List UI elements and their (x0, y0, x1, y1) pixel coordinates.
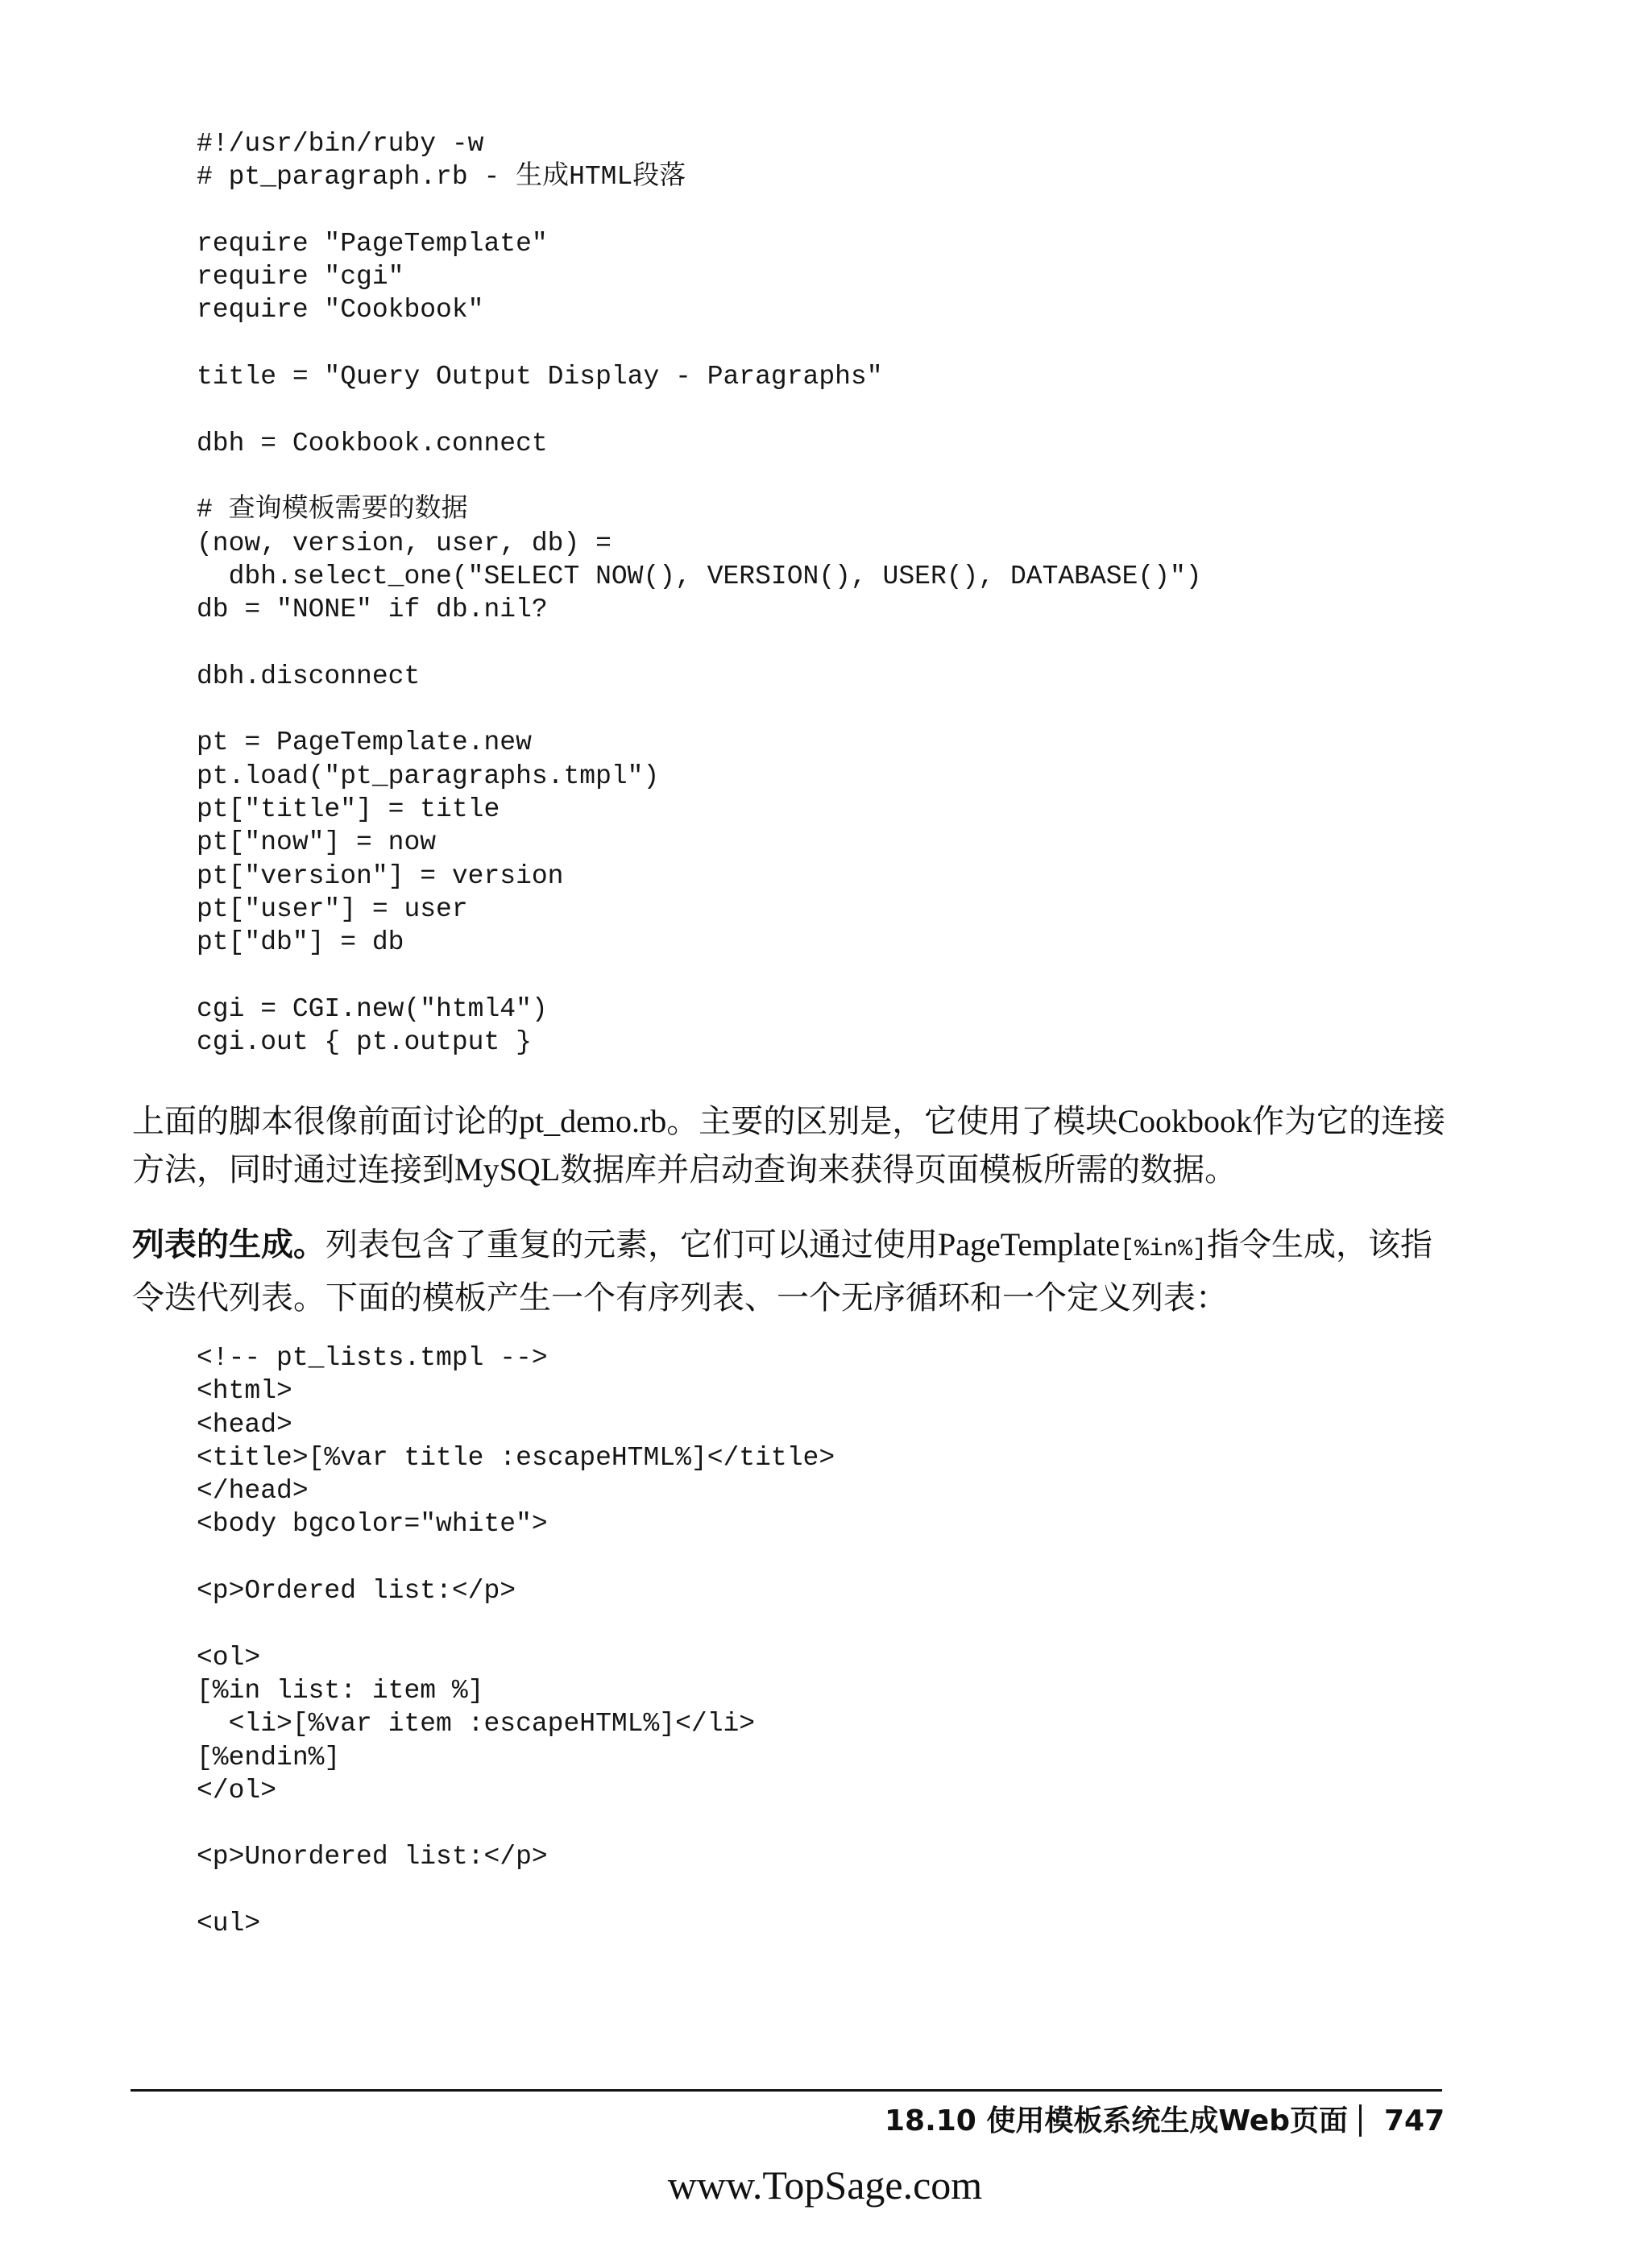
code-line: require "Cookbook" (197, 295, 484, 325)
paragraph-lead-heading: 列表的生成。 (132, 1226, 325, 1263)
code-line: <title>[%var title :escapeHTML%]</title> (197, 1442, 835, 1473)
code-line: <ol> (197, 1642, 261, 1673)
code-line: db = "NONE" if db.nil? (197, 595, 548, 625)
paragraph-text: 上面的脚本很像前面讨论的pt_demo.rb。主要的区别是，它使用了模块Cookbook作为它的连接方法，同时通过连接到MySQL数据库并启动查询来获得页面模板所需的数据。 (132, 1103, 1445, 1188)
code-line: </ol> (197, 1775, 277, 1806)
code-line: </head> (197, 1476, 309, 1507)
code-line: pt["version"] = version (197, 860, 564, 891)
paragraph-script-explanation (132, 1097, 1453, 1194)
code-line: #!/usr/bin/ruby -w (197, 129, 484, 159)
paragraph-text-b: 指令生成，该指令迭代列表。下面的模板产生一个有序列表、一个无序循环和一个定义列表： (132, 1226, 1433, 1316)
code-line: (now, version, user, db) = (197, 528, 611, 558)
code-line: dbh = Cookbook.connect (197, 428, 548, 458)
code-line: <html> (197, 1376, 292, 1407)
footer-section-title: 18.10 使用模板系统生成Web页面 (884, 2104, 1348, 2137)
code-line: title = "Query Output Display - Paragraphs" (197, 362, 883, 392)
code-line: <body bgcolor="white"> (197, 1509, 548, 1540)
code-line: <p>Ordered list:</p> (197, 1576, 516, 1607)
footer-rule (131, 2089, 1442, 2092)
code-line: require "PageTemplate" (197, 228, 548, 259)
paragraph-list-generation (132, 1221, 1453, 1322)
code-line: dbh.disconnect (197, 661, 421, 691)
code-line: [%in list: item %] (197, 1675, 484, 1706)
code-line: cgi.out { pt.output } (197, 1027, 532, 1058)
code-line: <p>Unordered list:</p> (197, 1842, 548, 1872)
code-line: require "cgi" (197, 262, 404, 292)
code-block-pt-lists (197, 1341, 835, 1940)
code-line: pt.load("pt_paragraphs.tmpl") (197, 761, 660, 791)
watermark-url: www.TopSage.com (667, 2162, 983, 2208)
footer-separator (1359, 2104, 1362, 2137)
code-line: <li>[%var item :escapeHTML%]</li> (197, 1709, 756, 1739)
code-line: # pt_paragraph.rb - 生成HTML段落 (197, 162, 686, 193)
code-line: <ul> (197, 1909, 261, 1939)
code-line: # 查询模板需要的数据 (197, 495, 468, 525)
code-line: pt = PageTemplate.new (197, 728, 532, 758)
code-line: pt["db"] = db (197, 927, 404, 958)
page-number: 747 (1384, 2104, 1445, 2137)
code-line: pt["title"] = title (197, 794, 500, 824)
code-line: pt["now"] = now (197, 827, 437, 858)
code-line: pt["user"] = user (197, 894, 468, 924)
code-block-pt-paragraph (197, 127, 1202, 1059)
inline-code-directive: [%in%] (1120, 1236, 1208, 1263)
paragraph-text-a: 列表包含了重复的元素，它们可以通过使用PageTemplate (325, 1226, 1120, 1263)
code-line: [%endin%] (197, 1742, 341, 1773)
code-line: cgi = CGI.new("html4") (197, 993, 548, 1024)
code-line: <head> (197, 1409, 292, 1440)
code-line: dbh.select_one("SELECT NOW(), VERSION(), USER(), DATABASE()") (197, 561, 1202, 591)
code-line: <!-- pt_lists.tmpl --> (197, 1343, 548, 1373)
